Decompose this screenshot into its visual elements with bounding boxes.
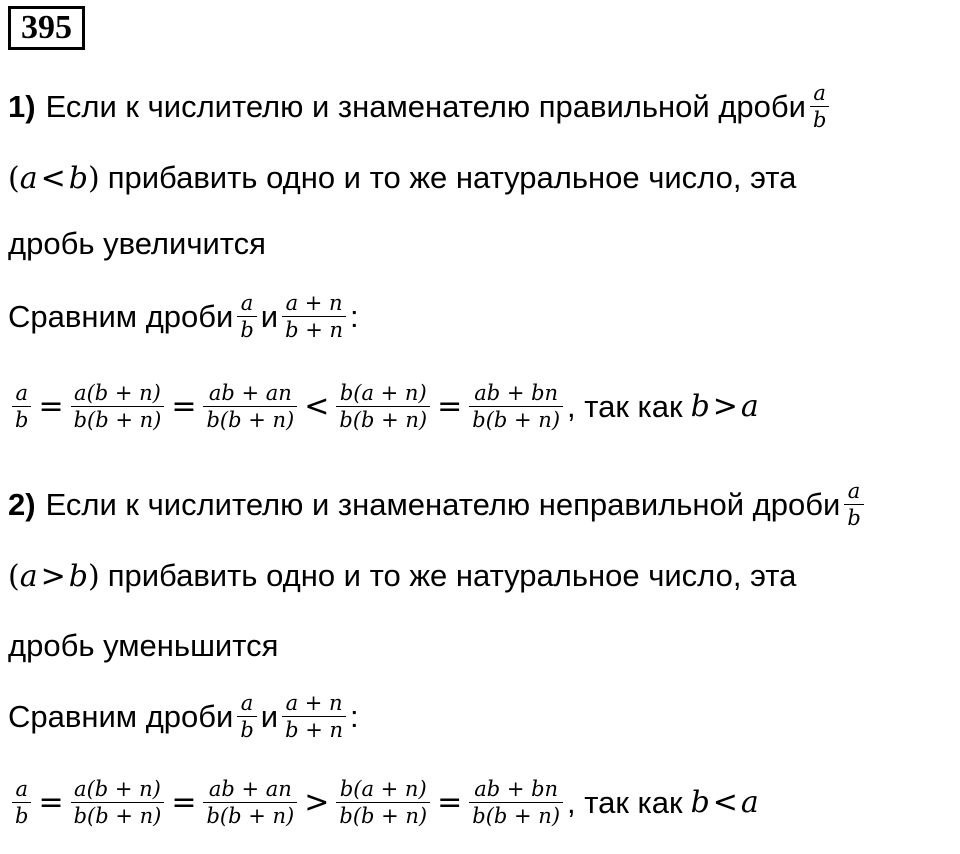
- part1-line2: [8, 160, 796, 196]
- fraction-denominator: b(b + n): [73, 804, 162, 828]
- part2-line3: [8, 628, 278, 664]
- compare-text: Сравним дроби: [8, 698, 234, 734]
- fraction-numerator: a: [813, 81, 826, 105]
- condition-open-paren: (: [8, 558, 20, 594]
- fraction-1: [71, 380, 165, 433]
- part2-line2: [8, 558, 796, 594]
- condition-sign: <: [40, 160, 66, 196]
- because-sign: >: [712, 389, 738, 424]
- compare-text: Сравним дроби: [8, 298, 234, 334]
- part2-line1: [8, 478, 868, 531]
- fraction-numerator: a(b + n): [74, 381, 161, 405]
- fraction-a-over-b: [237, 290, 256, 343]
- fraction-numerator: a: [240, 691, 254, 715]
- part1-line2-text: прибавить одно и то же натуральное число, эта: [107, 160, 797, 195]
- compare-and: и: [260, 698, 279, 734]
- equals-sign: =: [171, 785, 197, 820]
- condition-close-paren: ): [87, 160, 100, 196]
- fraction-apn-over-bpn: [282, 690, 346, 743]
- fraction-denominator: b(b + n): [472, 804, 561, 828]
- condition-close-paren: ): [87, 558, 100, 594]
- condition-sign: >: [40, 558, 66, 594]
- fraction-denominator: b: [15, 408, 29, 432]
- fraction-1: [71, 776, 165, 829]
- fraction-numerator: ab + an: [208, 381, 292, 405]
- condition-open-paren: (: [8, 160, 20, 196]
- fraction-4: [469, 380, 563, 433]
- fraction-numerator: a: [15, 381, 28, 405]
- compare-and: и: [260, 298, 279, 334]
- part2-line2-text: прибавить одно и то же натуральное число, эта: [107, 558, 797, 593]
- part1-compare-line: [8, 290, 359, 343]
- fraction-a-over-b: [12, 776, 31, 829]
- condition-var-b: b: [68, 558, 88, 594]
- fraction-numerator: ab + an: [208, 777, 292, 801]
- part2-line1-text: Если к числителю и знаменателю неправильной дроби: [45, 486, 841, 522]
- fraction-denominator: b(b + n): [206, 804, 295, 828]
- fraction-denominator: b(b + n): [472, 408, 561, 432]
- because-var-a: a: [740, 389, 759, 424]
- comparison-sign: <: [304, 389, 330, 424]
- fraction-numerator: a + n: [285, 291, 343, 315]
- fraction-denominator: b: [15, 804, 29, 828]
- because-var-b: b: [690, 785, 710, 820]
- because-var-a: a: [740, 785, 759, 820]
- part1-line3: [8, 226, 266, 262]
- condition-var-a: a: [19, 160, 38, 196]
- because-text: , так как: [567, 784, 683, 820]
- fraction-3: [336, 380, 430, 433]
- equals-sign: =: [171, 389, 197, 424]
- compare-colon: :: [350, 298, 359, 334]
- fraction-denominator: b(b + n): [73, 408, 162, 432]
- fraction-denominator: b: [847, 506, 861, 530]
- part1-equation-chain: [8, 380, 759, 433]
- part2-compare-line: [8, 690, 359, 743]
- part1-line1: [8, 80, 833, 133]
- part2-conclusion-text: дробь уменьшится: [8, 628, 279, 663]
- fraction-denominator: b(b + n): [339, 804, 428, 828]
- fraction-numerator: a(b + n): [74, 777, 161, 801]
- fraction-denominator: b: [240, 318, 254, 342]
- fraction-denominator: b: [812, 108, 827, 132]
- part1-label: 1): [8, 88, 36, 124]
- fraction-numerator: a: [240, 291, 254, 315]
- fraction-denominator: b: [240, 718, 254, 742]
- fraction-a-over-b: [12, 380, 31, 433]
- fraction-numerator: a + n: [285, 691, 343, 715]
- fraction-2: [203, 380, 297, 433]
- fraction-denominator: b(b + n): [339, 408, 428, 432]
- equals-sign: =: [437, 389, 463, 424]
- equals-sign: =: [437, 785, 463, 820]
- because-sign: <: [712, 785, 738, 820]
- fraction-a-over-b: [844, 478, 863, 531]
- because-text: , так как: [567, 388, 683, 424]
- fraction-numerator: a: [15, 777, 28, 801]
- compare-colon: :: [350, 698, 359, 734]
- fraction-apn-over-bpn: [282, 290, 346, 343]
- part1-conclusion-text: дробь увеличится: [8, 226, 266, 261]
- fraction-denominator: b + n: [285, 318, 344, 342]
- condition-var-b: b: [68, 160, 88, 196]
- fraction-denominator: b(b + n): [206, 408, 295, 432]
- equals-sign: =: [38, 389, 64, 424]
- fraction-numerator: b(a + n): [339, 381, 427, 405]
- part1-line1-text: Если к числителю и знаменателю правильной дроби: [45, 88, 806, 124]
- part2-equation-chain: [8, 776, 759, 829]
- condition-var-a: a: [19, 558, 38, 594]
- fraction-3: [336, 776, 430, 829]
- fraction-denominator: b + n: [285, 718, 344, 742]
- fraction-numerator: ab + bn: [474, 381, 559, 405]
- fraction-a-over-b: [810, 80, 829, 133]
- comparison-sign: >: [304, 785, 330, 820]
- fraction-numerator: b(a + n): [339, 777, 427, 801]
- equals-sign: =: [38, 785, 64, 820]
- fraction-numerator: a: [847, 479, 861, 503]
- part2-label: 2): [8, 486, 36, 522]
- fraction-2: [203, 776, 297, 829]
- task-number-box: 395: [8, 6, 85, 50]
- because-var-b: b: [690, 389, 710, 424]
- fraction-numerator: ab + bn: [474, 777, 559, 801]
- fraction-a-over-b: [237, 690, 256, 743]
- fraction-4: [469, 776, 563, 829]
